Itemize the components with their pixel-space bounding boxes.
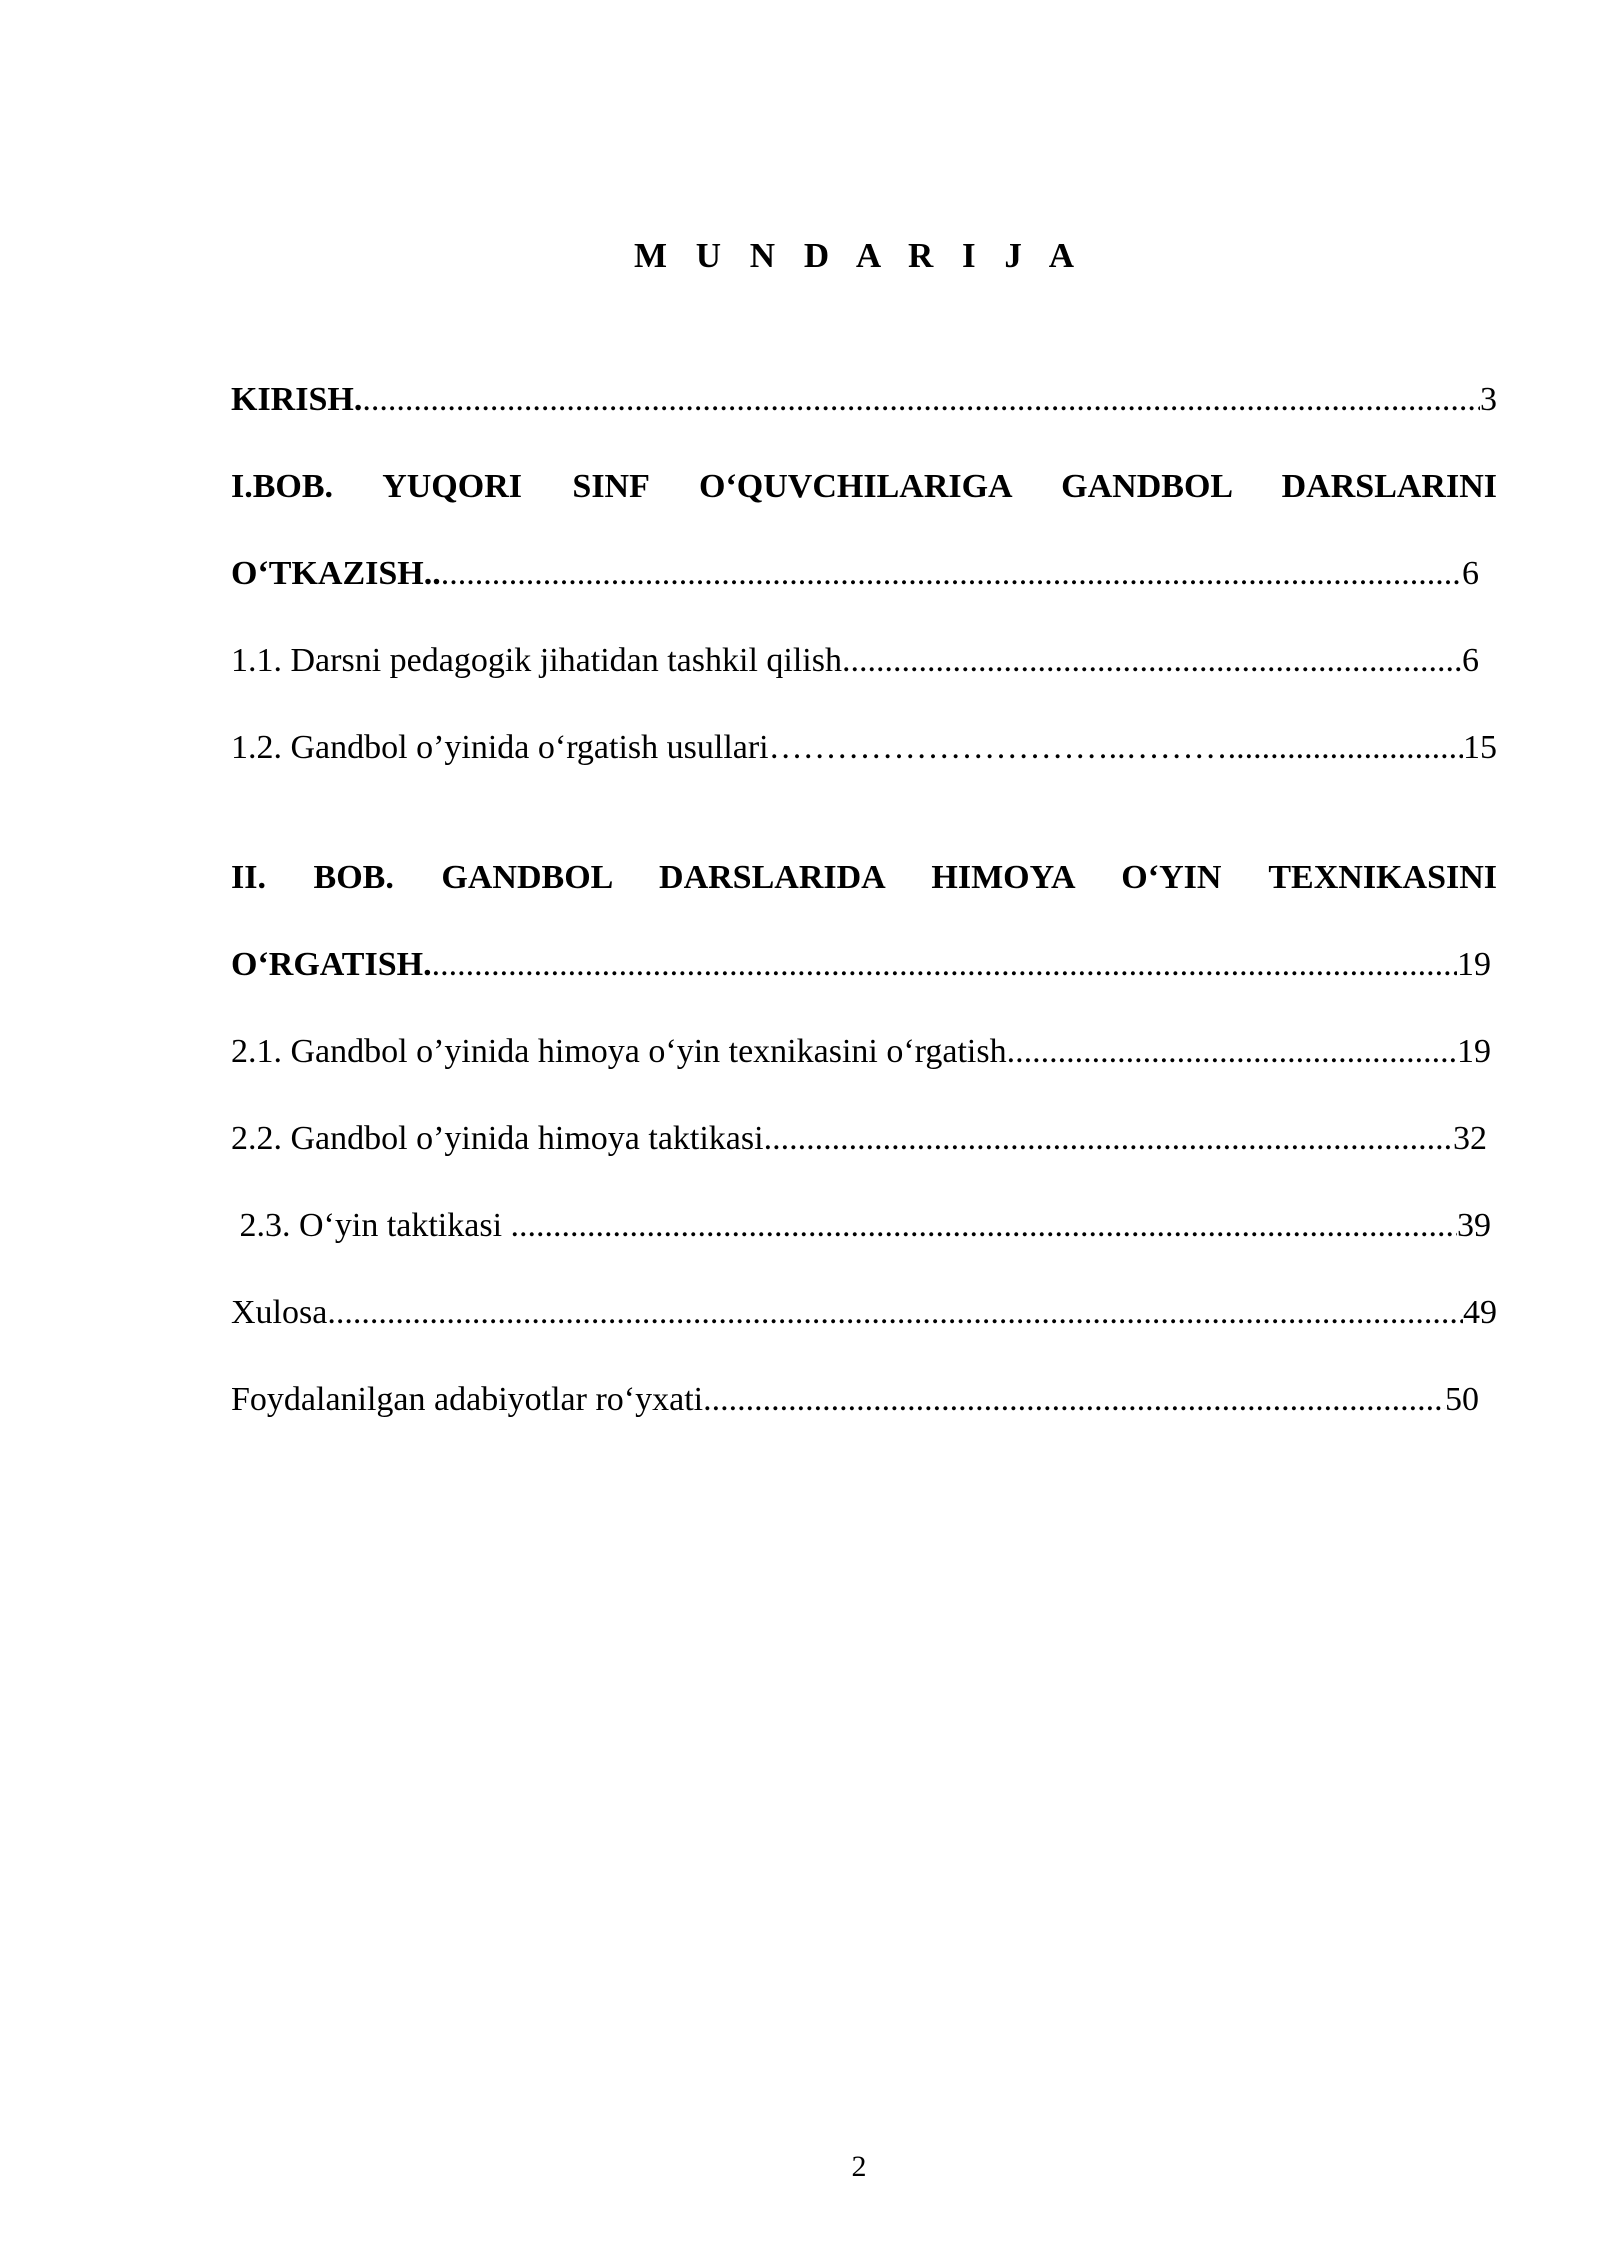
toc-page-number: 3	[1480, 381, 1497, 418]
toc-entry-label: 2.1. Gandbol o’yinida himoya o‘yin texnikasini o‘rgatish	[231, 1033, 1007, 1070]
toc-entry-chapter-2[interactable]	[231, 925, 1491, 985]
toc-entry-label: 2.3. O‘yin taktikasi	[231, 1207, 511, 1244]
toc-page-number: 19	[1457, 946, 1491, 983]
toc-chapter-1-title-line: I.BOB. YUQORI SINF O‘QUVCHILARIGA GANDBOL DARSLARINI	[231, 468, 1497, 505]
toc-entry-1-2[interactable]	[231, 708, 1497, 768]
toc-entry-1-1[interactable]	[231, 621, 1479, 681]
toc-leader	[511, 1206, 1457, 1246]
toc-entry-2-3[interactable]	[231, 1186, 1491, 1246]
toc-page-number: 6	[1462, 555, 1479, 592]
toc-page-number: 32	[1453, 1120, 1487, 1157]
toc-entry-label: 2.2. Gandbol o’yinida himoya taktikasi	[231, 1120, 764, 1157]
page-title: M U N D A R I J A	[633, 236, 1085, 275]
toc-entry-label: KIRISH.	[231, 381, 363, 418]
toc-entry-adabiyotlar[interactable]	[231, 1360, 1479, 1420]
toc-entry-label: O‘RGATISH.	[231, 946, 432, 983]
page-number: 2	[851, 2150, 867, 2183]
toc-entry-label: Foydalanilgan adabiyotlar ro‘yxati	[231, 1381, 704, 1418]
toc-page-number: 6	[1462, 642, 1479, 679]
toc-leader	[432, 945, 1457, 985]
toc-entry-label: 1.1. Darsni pedagogik jihatidan tashkil qilish	[231, 642, 842, 679]
toc-leader	[703, 1380, 1445, 1420]
toc-leader	[327, 1293, 1463, 1333]
toc-page-number: 15	[1463, 729, 1497, 766]
toc-entry-label: O‘TKAZISH..	[231, 555, 441, 592]
toc-leader	[362, 380, 1480, 420]
toc-page-number: 50	[1445, 1381, 1479, 1418]
toc-entry-chapter-1[interactable]	[231, 534, 1479, 594]
toc-leader	[441, 554, 1462, 594]
toc-page-number: 19	[1457, 1033, 1491, 1070]
toc-leader	[1007, 1032, 1457, 1072]
toc-entry-2-2[interactable]	[231, 1099, 1487, 1159]
toc-entry-label: 1.2. Gandbol o’yinida o‘rgatish usullari…………………………..………	[231, 729, 1228, 766]
toc-chapter-2-heading[interactable]	[231, 838, 1497, 898]
toc-leader	[764, 1119, 1453, 1159]
toc-page-number: 49	[1463, 1294, 1497, 1331]
toc-entry-xulosa[interactable]	[231, 1273, 1497, 1333]
toc-page-number: 39	[1457, 1207, 1491, 1244]
toc-chapter-1-heading[interactable]	[231, 447, 1497, 507]
toc-entry-2-1[interactable]	[231, 1012, 1491, 1072]
toc-chapter-2-title-line: II. BOB. GANDBOL DARSLARIDA HIMOYA O‘YIN TEXNIKASINI	[231, 859, 1497, 896]
toc-leader	[842, 641, 1462, 681]
toc-entry-kirish[interactable]	[231, 360, 1497, 420]
toc-entry-label: Xulosa	[231, 1294, 328, 1331]
toc-leader	[1228, 728, 1463, 768]
